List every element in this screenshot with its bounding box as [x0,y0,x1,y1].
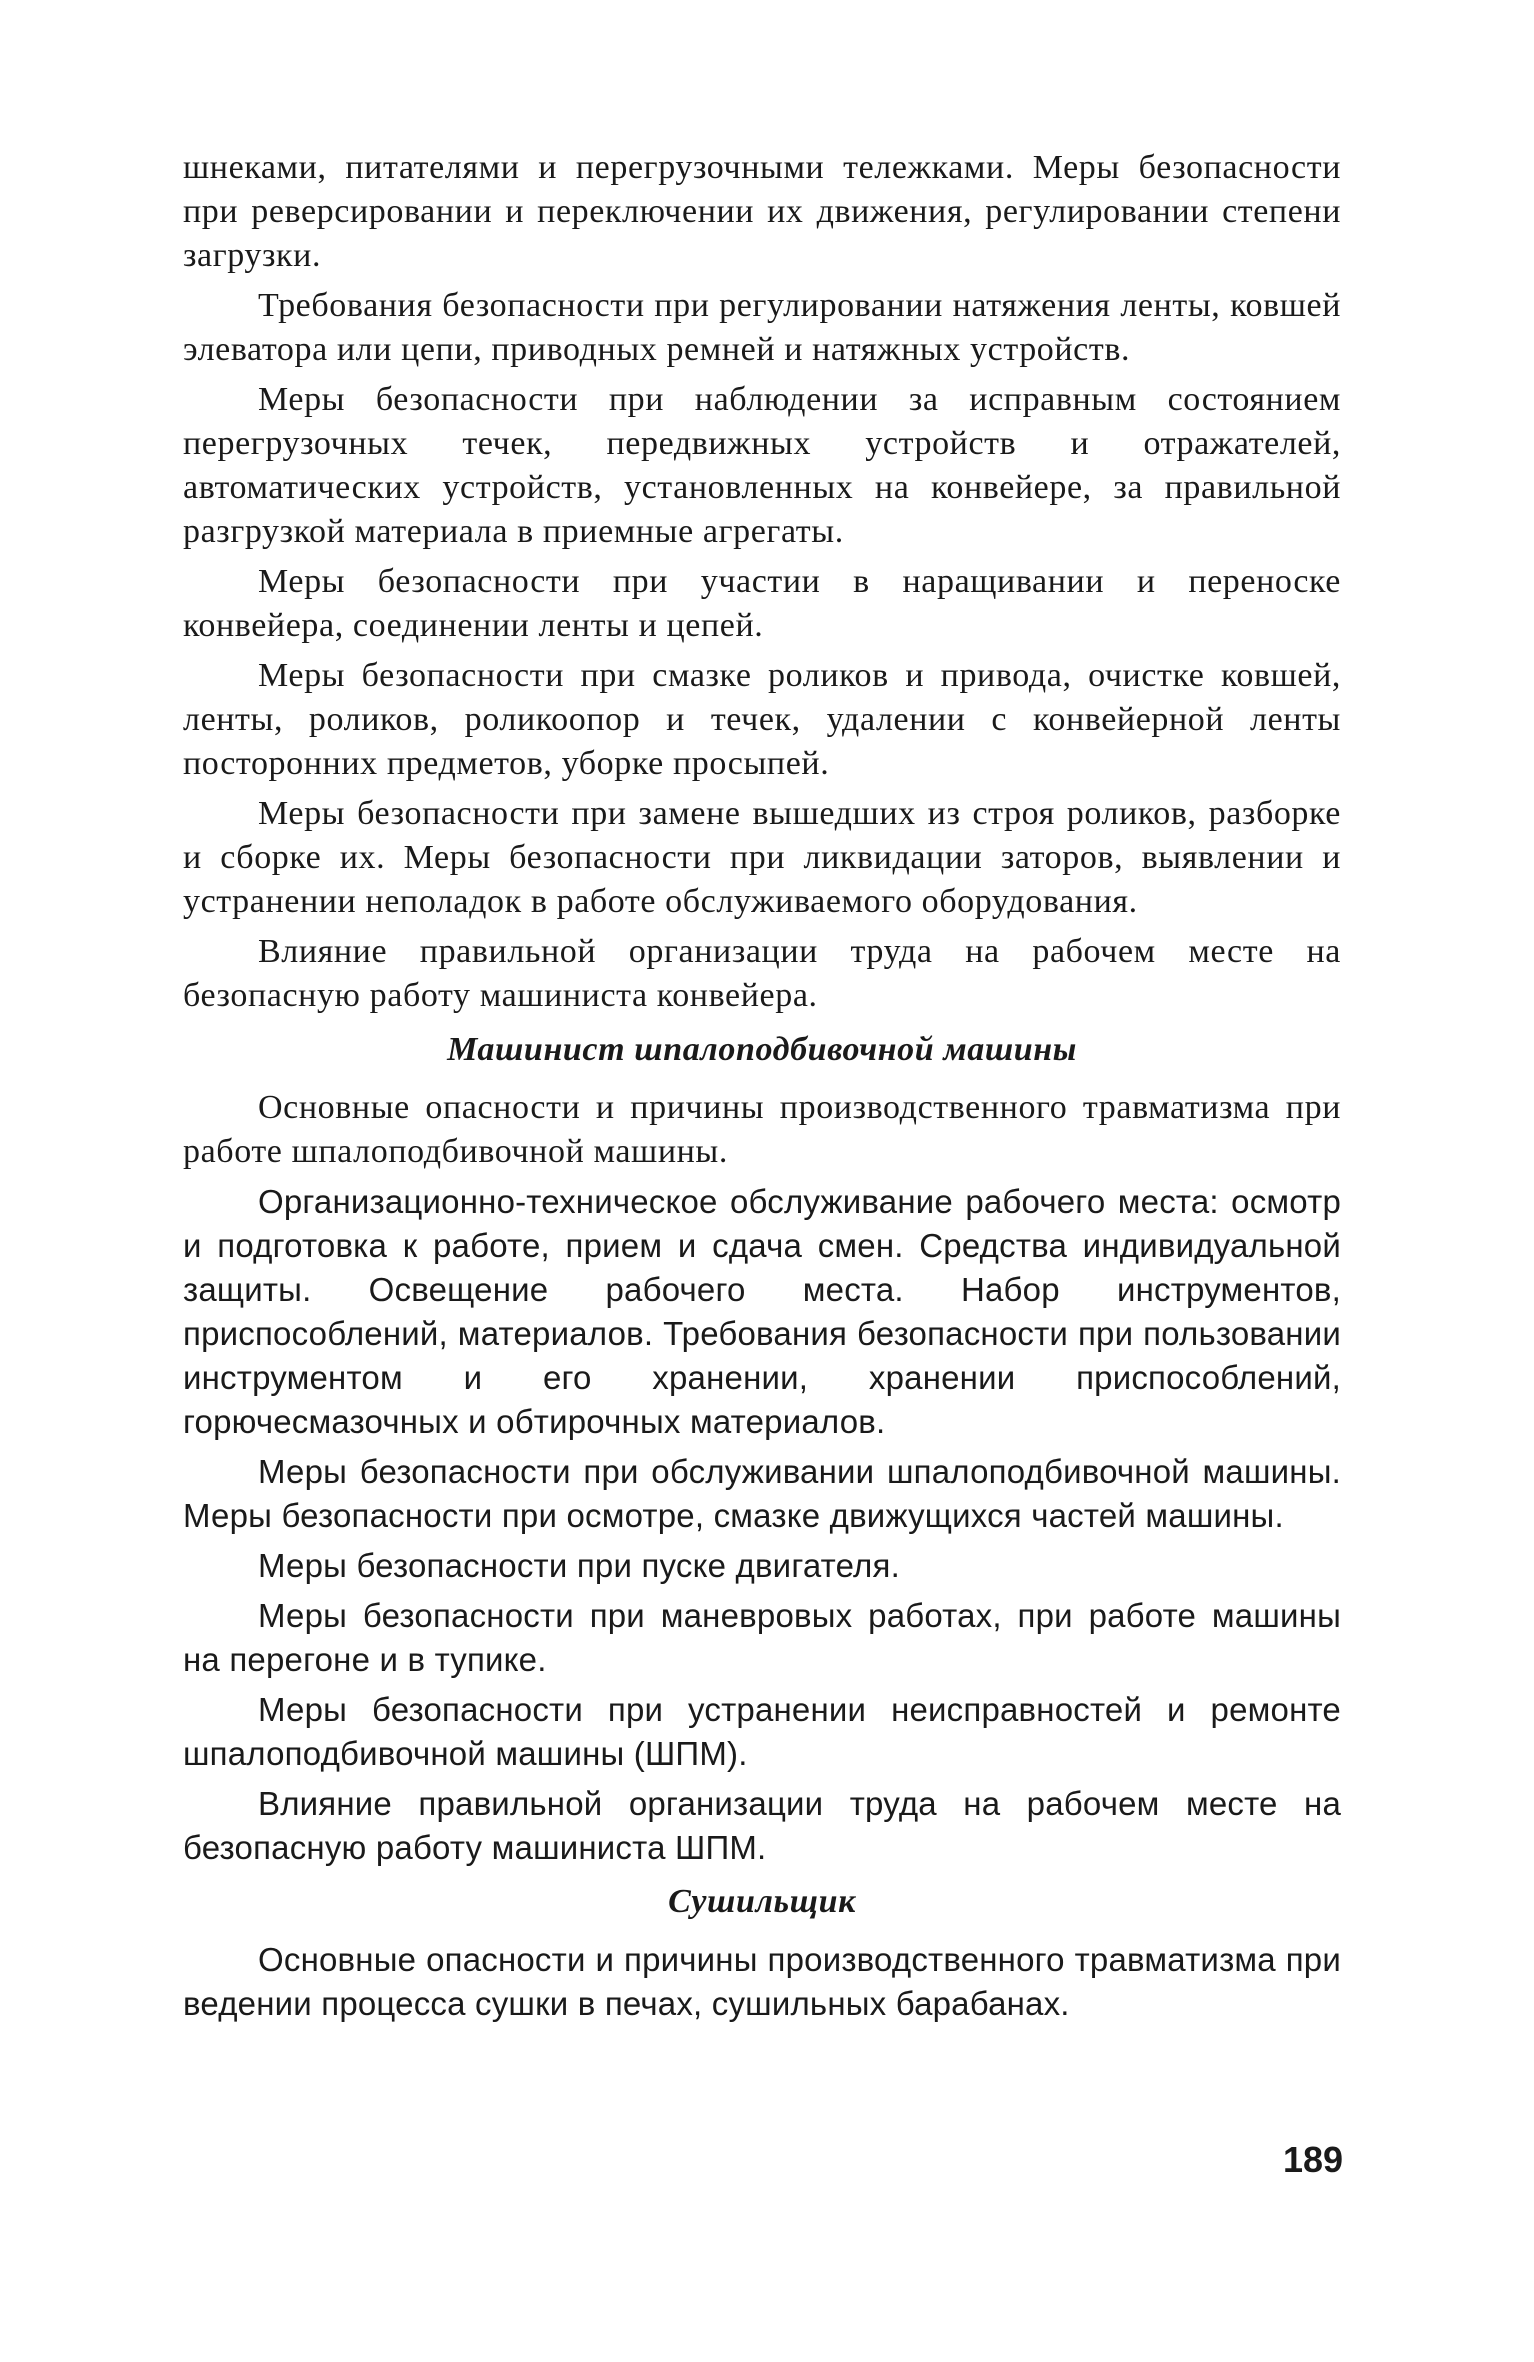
bold-text-block [183,1938,1341,2026]
section-conveyor-operator [183,146,1341,1018]
bold-text-block [183,1180,1341,1870]
section-dryer [183,1880,1341,2026]
section-heading: Машинист шпалоподбивочной машины [447,1031,1077,1068]
paragraph: Меры безопасности при обслуживании шпалоподбивочной машины. Меры безопасности при осмотре, смазке движущихся частей машины. [183,1453,1341,1534]
section-heading: Сушильщик [668,1883,856,1920]
paragraph: Меры безопасности при наблюдении за исправным состоянием перегрузочных течек, передвижных устройств и отражателей, автоматических устройств, установленных на конвейере, за правильной разгрузкой материала в приемные агрегаты. [183,381,1341,550]
paragraph: Основные опасности и причины производственного травматизма при ведении процесса сушки в печах, сушильных барабанах. [183,1941,1341,2022]
paragraph: Организационно-техническое обслуживание рабочего места: осмотр и подготовка к работе, прием и сдача смен. Средства индивидуальной защиты. Освещение рабочего места. Набор инструментов, приспособлений, материалов. Требования безопасности при пользовании инструментом и его хранении, хранении приспособлений, горючесмазочных и обтирочных материалов. [183,1183,1341,1440]
page-number: 189 [1283,2139,1344,2180]
paragraph: Основные опасности и причины производственного травматизма при работе шпалоподбивочной машины. [183,1089,1341,1170]
paragraph: Меры безопасности при смазке роликов и привода, очистке ковшей, ленты, роликов, роликоопор и течек, удалении с конвейерной ленты посторонних предметов, уборке просыпей. [183,657,1341,782]
section-tamping-machine-operator [183,1028,1341,1870]
paragraph: Меры безопасности при устранении неисправностей и ремонте шпалоподбивочной машины (ШПМ). [183,1691,1341,1772]
paragraph: Меры безопасности при участии в наращивании и переноске конвейера, соединении ленты и цепей. [183,563,1341,644]
paragraph: Меры безопасности при маневровых работах, при работе машины на перегоне и в тупике. [183,1597,1341,1678]
paragraph: Влияние правильной организации труда на рабочем месте на безопасную работу машиниста ШПМ. [183,1785,1341,1866]
page-body [183,146,1341,2032]
paragraph: шнеками, питателями и перегрузочными тележками. Меры безопасности при реверсировании и переключении их движения, регулировании степени загрузки. [183,149,1341,274]
paragraph: Меры безопасности при пуске двигателя. [258,1547,900,1584]
paragraph: Требования безопасности при регулировании натяжения ленты, ковшей элеватора или цепи, приводных ремней и натяжных устройств. [183,287,1341,368]
paragraph: Меры безопасности при замене вышедших из строя роликов, разборке и сборке их. Меры безопасности при ликвидации заторов, выявлении и устранении неполадок в работе обслуживаемого оборудования. [183,795,1341,920]
paragraph: Влияние правильной организации труда на рабочем месте на безопасную работу машиниста конвейера. [183,933,1341,1014]
